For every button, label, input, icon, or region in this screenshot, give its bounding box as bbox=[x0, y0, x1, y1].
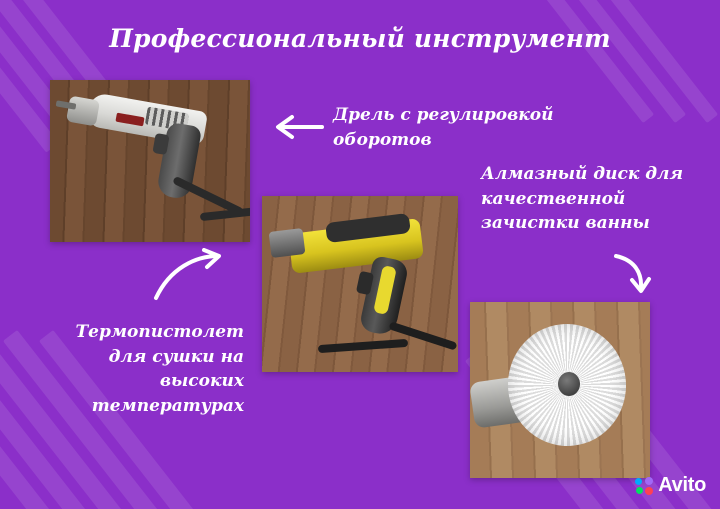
polishing-disc-photo bbox=[470, 302, 650, 478]
heat-gun-nozzle bbox=[269, 228, 306, 258]
arrow-to-drill-icon bbox=[270, 112, 326, 142]
arrow-to-heatgun-icon bbox=[150, 248, 226, 302]
arrow-to-disc-icon bbox=[610, 252, 654, 296]
caption-heatgun: Термопистолет для сушки на высоких температурах bbox=[75, 322, 244, 416]
caption-drill: Дрель с регулировкой оборотов bbox=[333, 105, 554, 150]
decorative-stripes-top-right bbox=[560, 0, 720, 120]
caption-disc: Алмазный диск для качественной зачистки ванны bbox=[481, 164, 684, 234]
polishing-pad-hub bbox=[558, 372, 580, 396]
page-title: Профессиональный инструмент bbox=[109, 24, 611, 53]
avito-watermark bbox=[635, 474, 706, 497]
heat-gun-photo bbox=[262, 196, 458, 372]
drill-chuck bbox=[66, 96, 100, 127]
drill-photo bbox=[50, 80, 250, 242]
avito-logo-icon bbox=[635, 477, 653, 495]
avito-watermark-text: Avito bbox=[658, 474, 706, 496]
